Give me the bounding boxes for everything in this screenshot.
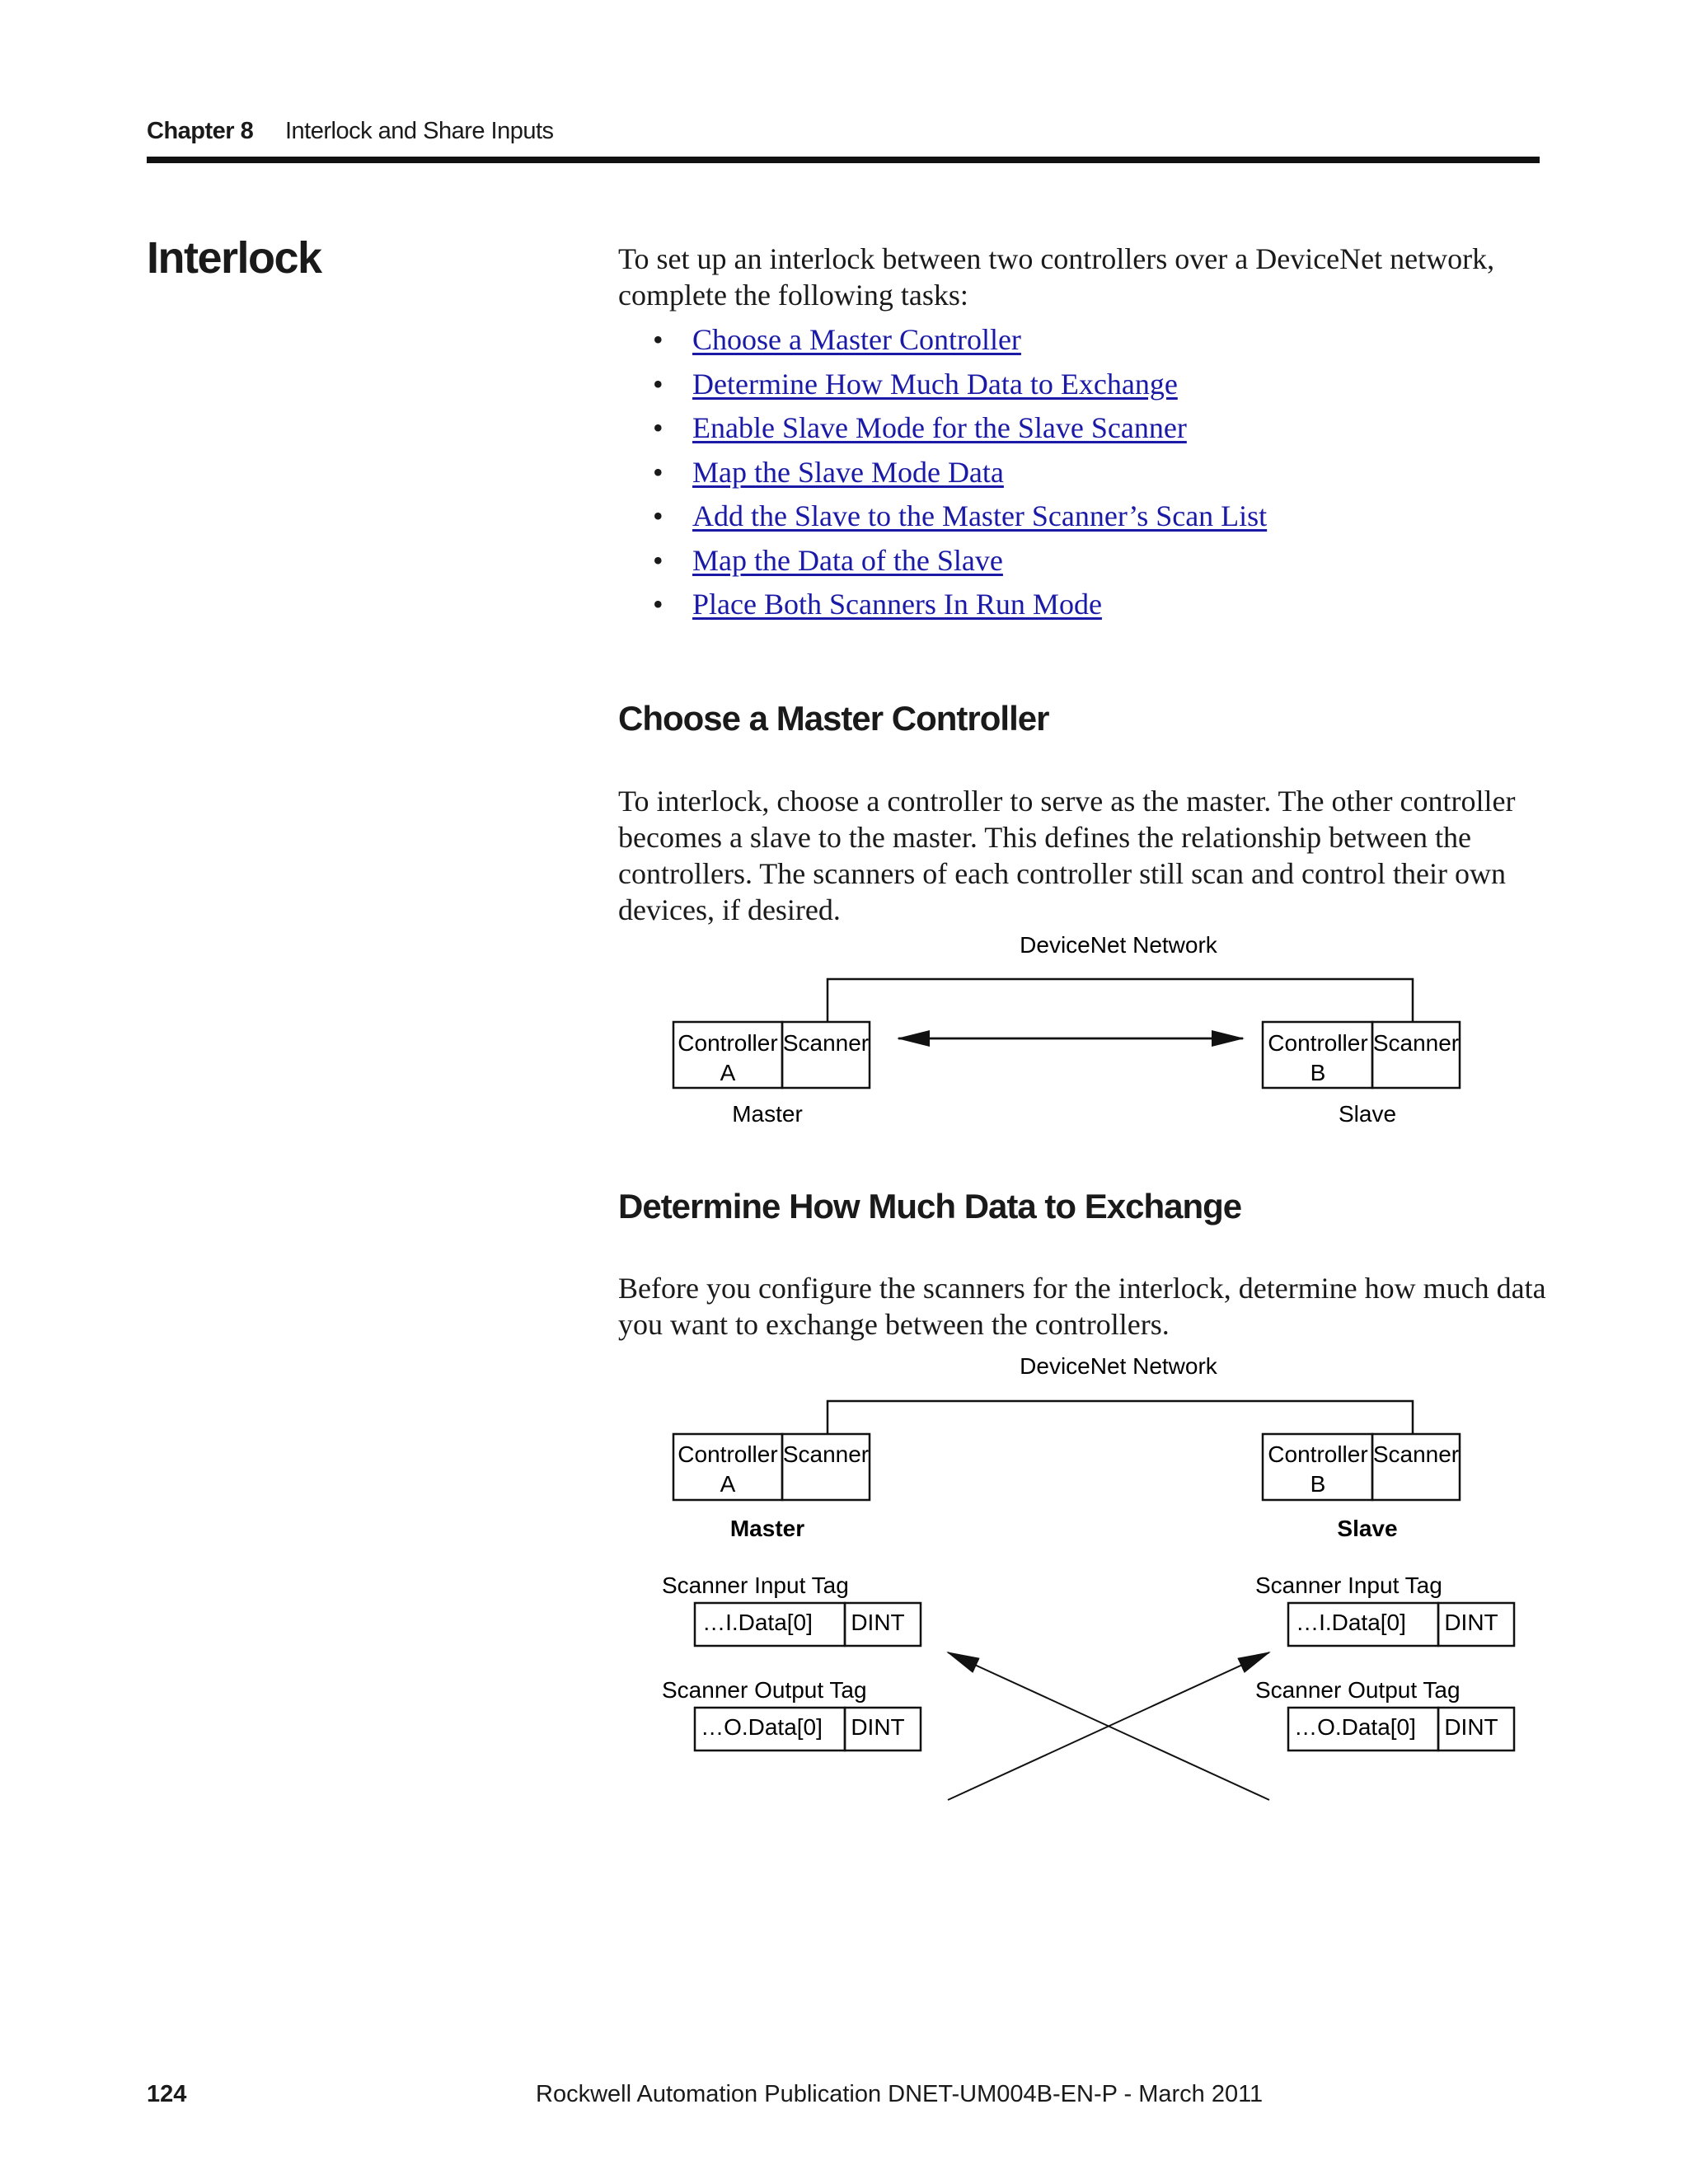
choose-master-paragraph: To interlock, choose a controller to serve as the master. The other controller becomes a slave to the master. This defines the relationship between the controllers. The scanners of each controller still scan and control their own devices, if desired. (618, 785, 1516, 926)
chapter-label: Chapter 8 (147, 118, 254, 144)
section-heading: Interlock (147, 233, 321, 283)
network-line-2 (828, 1401, 1413, 1434)
task-link-run-mode[interactable]: Place Both Scanners In Run Mode (692, 588, 1102, 621)
controller-b-label-2: Controller (1268, 1441, 1368, 1467)
controller-b-letter: B (1310, 1060, 1326, 1085)
controller-a-label: Controller (678, 1030, 778, 1056)
slave-label-2: Slave (1337, 1516, 1398, 1541)
bullet-icon: • (653, 455, 663, 489)
network-line (828, 979, 1413, 1022)
master-label: Master (732, 1101, 803, 1127)
determine-data-heading: Determine How Much Data to Exchange (618, 1187, 1242, 1226)
master-input-tag-label: Scanner Input Tag (662, 1572, 849, 1598)
controller-a-letter: A (720, 1060, 736, 1085)
bullet-icon: • (653, 367, 663, 401)
scanner-b-label: Scanner (1372, 1030, 1460, 1056)
slave-output-tag-label: Scanner Output Tag (1255, 1677, 1461, 1703)
task-link-add-slave-scan-list[interactable]: Add the Slave to the Master Scanner’s Scan List (692, 499, 1268, 532)
master-output-tag-label: Scanner Output Tag (662, 1677, 867, 1703)
task-link-choose-master[interactable]: Choose a Master Controller (692, 323, 1021, 356)
scanner-a-label-2: Scanner (782, 1441, 870, 1467)
master-input-type: DINT (851, 1610, 905, 1635)
chapter-title: Interlock and Share Inputs (285, 118, 554, 144)
network-label: DeviceNet Network (1020, 932, 1217, 958)
page-number: 124 (147, 2081, 187, 2107)
scanner-a-label: Scanner (782, 1030, 870, 1056)
task-link-map-slave-mode-data[interactable]: Map the Slave Mode Data (692, 455, 1004, 489)
master-output-type: DINT (851, 1714, 905, 1740)
determine-data-paragraph: Before you configure the scanners for the interlock, determine how much data you want to exchange between the controllers. (618, 1272, 1546, 1341)
bullet-icon: • (653, 543, 663, 577)
master-input-tag: …I.Data[0] (702, 1610, 813, 1635)
slave-input-tag-label: Scanner Input Tag (1255, 1572, 1442, 1598)
slave-input-type: DINT (1444, 1610, 1498, 1635)
slave-label: Slave (1338, 1101, 1397, 1127)
controller-a-label-2: Controller (678, 1441, 778, 1467)
task-link-enable-slave-mode[interactable]: Enable Slave Mode for the Slave Scanner (692, 411, 1187, 444)
controller-b-letter-2: B (1310, 1471, 1326, 1497)
bullet-icon: • (653, 411, 663, 444)
scanner-b-label-2: Scanner (1372, 1441, 1460, 1467)
controller-b-label: Controller (1268, 1030, 1368, 1056)
slave-output-type: DINT (1444, 1714, 1498, 1740)
network-label-2: DeviceNet Network (1020, 1353, 1217, 1379)
intro-paragraph: To set up an interlock between two controllers over a DeviceNet network, complete the following tasks: (618, 242, 1495, 312)
master-label-2: Master (729, 1516, 805, 1541)
publication-info: Rockwell Automation Publication DNET-UM004B-EN-P - March 2011 (536, 2081, 1264, 2107)
bullet-icon: • (653, 588, 663, 621)
slave-output-tag: …O.Data[0] (1294, 1714, 1416, 1740)
bullet-icon: • (653, 499, 663, 532)
master-output-tag: …O.Data[0] (701, 1714, 823, 1740)
bullet-icon: • (653, 323, 663, 356)
task-link-determine-data[interactable]: Determine How Much Data to Exchange (692, 367, 1178, 401)
choose-master-heading: Choose a Master Controller (618, 699, 1049, 738)
controller-a-letter-2: A (720, 1471, 736, 1497)
task-link-map-data-of-slave[interactable]: Map the Data of the Slave (692, 543, 1003, 577)
slave-input-tag: …I.Data[0] (1296, 1610, 1406, 1635)
